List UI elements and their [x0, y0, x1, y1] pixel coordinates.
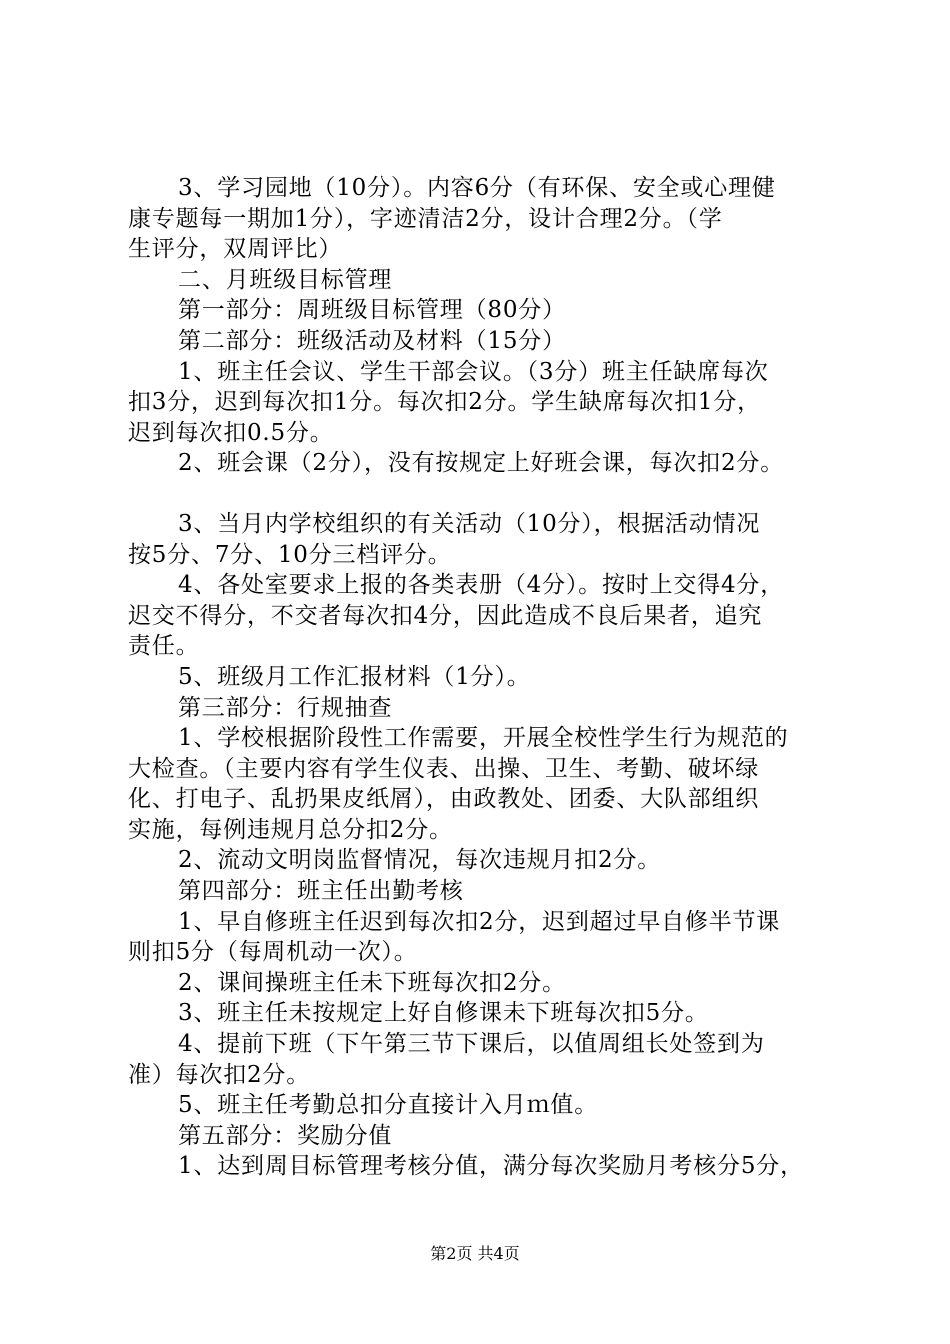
- text-line: 迟到每次扣0.5分。: [128, 419, 334, 446]
- text-line: 5、班主任考勤总扣分直接计入月ｍ值。: [178, 1092, 599, 1119]
- text-line: 生评分，双周评比）: [128, 236, 343, 263]
- text-line: 4、提前下班（下午第三节下课后，以值周组长处签到为: [178, 1031, 765, 1058]
- text-line: 化、打电子、乱扔果皮纸屑），由政教处、团委、大队部组织: [128, 786, 760, 813]
- text-line: 扣3分，迟到每次扣1分。每次扣2分。学生缺席每次扣1分，: [128, 389, 761, 416]
- text-line: 1、早自修班主任迟到每次扣2分，迟到超过早自修半节课: [178, 908, 781, 935]
- text-line: 第一部分：周班级目标管理（80分）: [178, 297, 566, 324]
- text-line: 康专题每一期加1分），字迹清洁2分，设计合理2分。（学: [128, 205, 723, 232]
- text-line: 5、班级月工作汇报材料（1分）。: [178, 663, 531, 690]
- text-line: 则扣5分（每周机动一次）。: [128, 939, 418, 966]
- text-line: 2、班会课（2分），没有按规定上好班会课，每次扣2分。: [178, 450, 784, 477]
- text-line: 准）每次扣2分。: [128, 1061, 311, 1088]
- text-line: 责任。: [128, 633, 200, 660]
- text-line: 第三部分：行规抽查: [178, 694, 393, 721]
- text-line: 按5分、7分、10分三档评分。: [128, 541, 452, 568]
- text-line: 1、班主任会议、学生干部会议。（3分）班主任缺席每次: [178, 358, 769, 385]
- text-line: 二、月班级目标管理: [178, 266, 393, 293]
- page-footer: 第2页 共4页: [430, 1244, 520, 1263]
- text-line: 迟交不得分，不交者每次扣4分，因此造成不良后果者，追究: [128, 602, 763, 629]
- text-line: 第四部分：班主任出勤考核: [178, 878, 464, 905]
- document-body: [128, 173, 838, 1182]
- text-line: 1、达到周目标管理考核分值，满分每次奖励月考核分5分，: [178, 1153, 804, 1180]
- text-line: 2、流动文明岗监督情况，每次违规月扣2分。: [178, 847, 662, 874]
- text-line: 大检查。（主要内容有学生仪表、出操、卫生、考勤、破坏绿: [128, 755, 760, 782]
- text-line: 3、当月内学校组织的有关活动（10分），根据活动情况: [178, 510, 761, 537]
- text-line: 1、学校根据阶段性工作需要，开展全校性学生行为规范的: [178, 725, 789, 752]
- text-line: 第五部分：奖励分值: [178, 1122, 393, 1149]
- text-line: 第二部分：班级活动及材料（15分）: [178, 327, 566, 354]
- text-line: 2、课间操班主任未下班每次扣2分。: [178, 969, 566, 996]
- text-line: 实施，每例违规月总分扣2分。: [128, 816, 453, 843]
- text-line: 3、班主任未按规定上好自修课未下班每次扣5分。: [178, 1000, 709, 1027]
- text-line: 4、各处室要求上报的各类表册（4分）。按时上交得4分，: [178, 572, 784, 599]
- paragraph-gap: [128, 479, 838, 509]
- text-line: 3、学习园地（10分）。内容6分（有环保、安全或心理健: [178, 175, 776, 201]
